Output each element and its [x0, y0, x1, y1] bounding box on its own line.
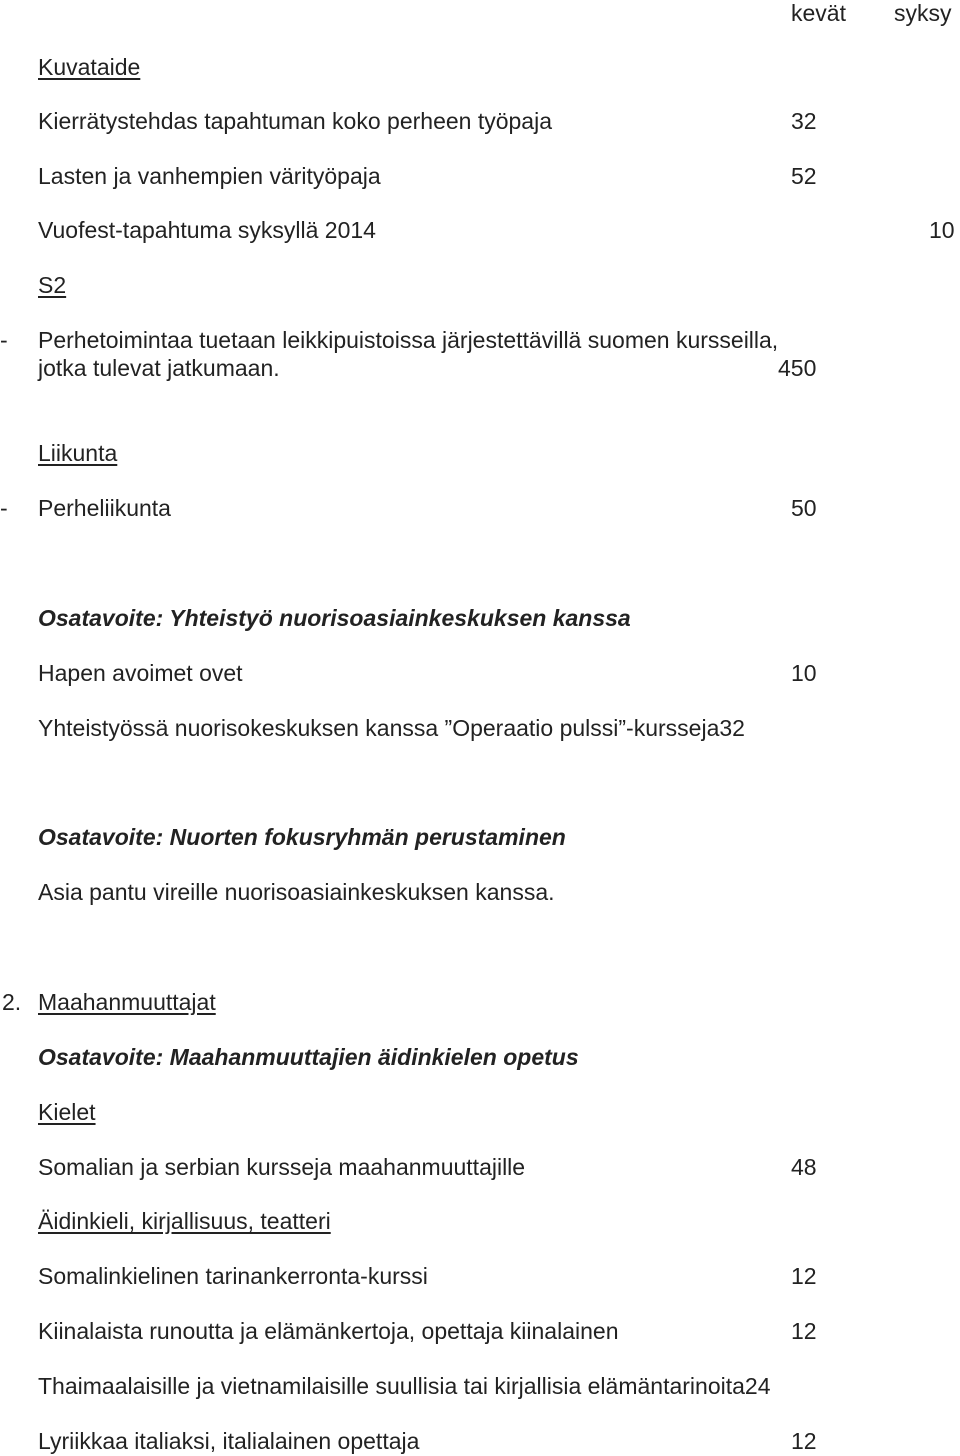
row-spring-value: 12 — [791, 1318, 817, 1344]
section-heading-s2: S2 — [38, 272, 67, 298]
row-text: Hapen avoimet ovet — [38, 660, 243, 686]
row-spring-value: 48 — [791, 1154, 817, 1180]
row-text: Perheliikunta — [38, 495, 171, 521]
subsection-heading-languages: Kielet — [38, 1099, 96, 1125]
goal-heading-focus-group: Osatavoite: Nuorten fokusryhmän perustaminen — [38, 824, 566, 850]
row-text: Somalinkielinen tarinankerronta-kurssi — [38, 1263, 428, 1289]
row-autumn-value: 10 — [929, 217, 955, 243]
row-spring-value: 50 — [791, 495, 817, 521]
row-spring-value: 12 — [791, 1428, 817, 1454]
row-text: Lyriikkaa italiaksi, italialainen opettaja — [38, 1428, 420, 1454]
goal-heading-youth-center: Osatavoite: Yhteistyö nuorisoasiainkeskuksen kanssa — [38, 605, 631, 631]
row-text: Thaimaalaisille ja vietnamilaisille suullisia tai kirjallisia elämäntarinoita24 — [38, 1373, 771, 1399]
column-header-spring: kevät — [791, 0, 846, 26]
bullet-dash: - — [0, 495, 8, 521]
section-heading-visual-arts: Kuvataide — [38, 54, 141, 80]
row-text: Kierrätystehdas tapahtuman koko perheen työpaja — [38, 108, 552, 134]
subsection-heading-literature: Äidinkieli, kirjallisuus, teatteri — [38, 1208, 331, 1234]
row-text: Yhteistyössä nuorisokeskuksen kanssa ”Operaatio pulssi”-kursseja32 — [38, 715, 745, 741]
goal-heading-native-language: Osatavoite: Maahanmuuttajien äidinkielen opetus — [38, 1044, 579, 1070]
section-number: 2. — [2, 989, 22, 1015]
row-text: Lasten ja vanhempien värityöpaja — [38, 163, 381, 189]
section-heading-immigrants: Maahanmuuttajat — [38, 989, 216, 1015]
row-text: Somalian ja serbian kursseja maahanmuuttajille — [38, 1154, 526, 1180]
row-spring-value: 52 — [791, 163, 817, 189]
row-spring-value: 10 — [791, 660, 817, 686]
s2-description-line2: jotka tulevat jatkumaan. — [38, 355, 280, 381]
row-spring-value: 12 — [791, 1263, 817, 1289]
row-text: Vuofest-tapahtuma syksyllä 2014 — [38, 217, 376, 243]
section-heading-sports: Liikunta — [38, 440, 118, 466]
row-text: Kiinalaista runoutta ja elämänkertoja, opettaja kiinalainen — [38, 1318, 619, 1344]
bullet-dash: - — [0, 327, 8, 353]
row-spring-value: 32 — [791, 108, 817, 134]
column-header-autumn: syksy — [894, 0, 952, 26]
row-text: Asia pantu vireille nuorisoasiainkeskuksen kanssa. — [38, 879, 555, 905]
row-spring-value: 450 — [778, 355, 817, 381]
s2-description-line1: Perhetoimintaa tuetaan leikkipuistoissa järjestettävillä suomen kursseilla, — [38, 327, 779, 353]
